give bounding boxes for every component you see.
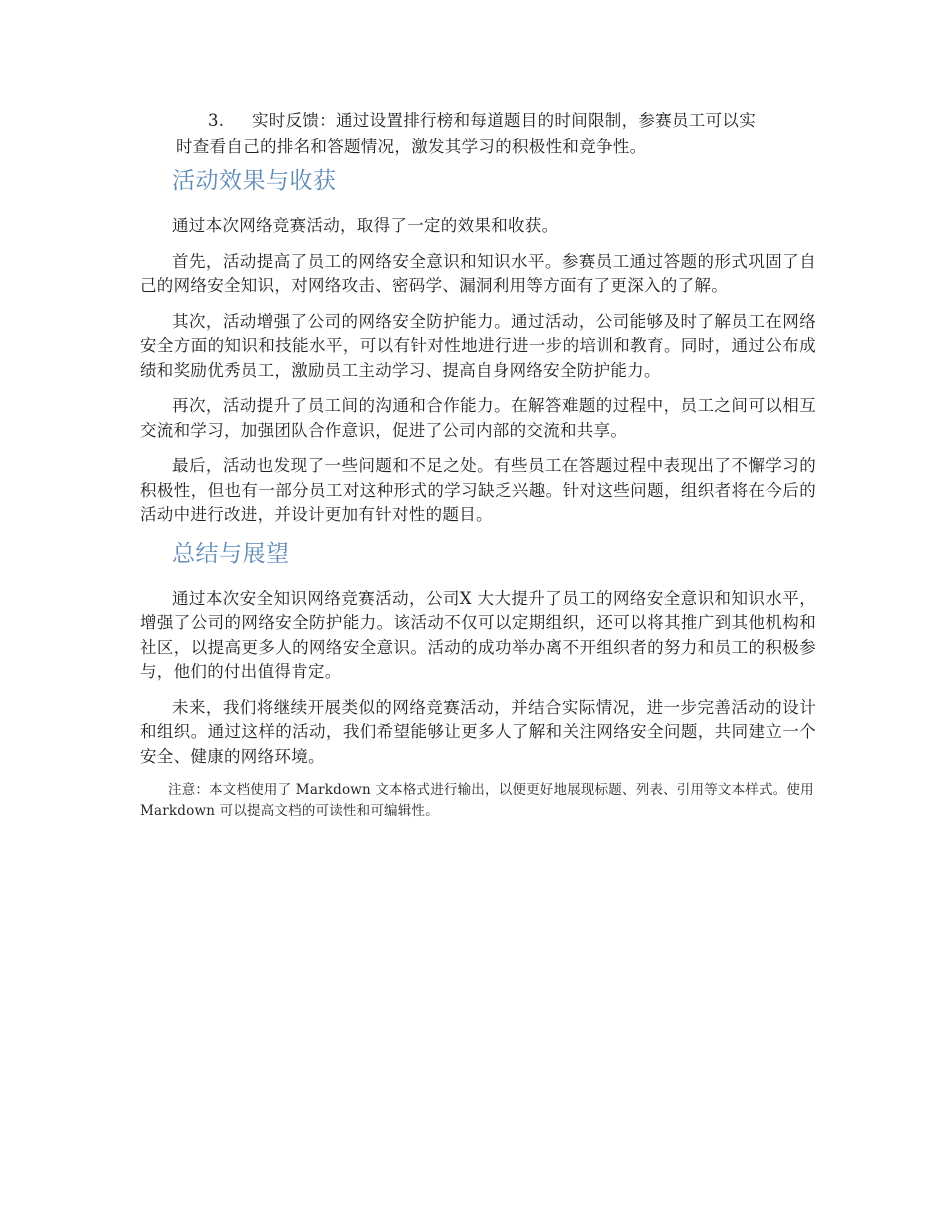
document-page: [140, 108, 816, 822]
section-heading-summary: 总结与展望: [172, 540, 290, 567]
section-heading-results: 活动效果与收获: [172, 168, 337, 194]
list-item-3: [140, 108, 816, 160]
paragraph-summary-1: 通过本次安全知识网络竞赛活动，公司X 大大提升了员工的网络安全意识和知识水平，增强了公司的网络安全防护能力。该活动不仅可以定期组织，还可以将其推广到其他机构和社区，以提高更多人的网络安全意识。活动的成功举办离不开组织者的努力和员工的积极参与，他们的付出值得肯定。: [140, 588, 816, 681]
list-item-text-line2: 时查看自己的排名和答题情况，激发其学习的积极性和竞争性。: [176, 137, 647, 156]
list-item-number: 3.: [208, 111, 225, 130]
markdown-note: 注意：本文档使用了 Markdown 文本格式进行输出，以便更好地展现标题、列表、引用等文本样式。使用 Markdown 可以提高文档的可读性和可编辑性。: [140, 782, 814, 819]
paragraph-results-3: 其次，活动增强了公司的网络安全防护能力。通过活动，公司能够及时了解员工在网络安全方面的知识和技能水平，可以有针对性地进行进一步的培训和教育。同时，通过公布成绩和奖励优秀员工，激励员工主动学习、提高自身网络安全防护能力。: [140, 311, 816, 380]
paragraph-results-2: 首先，活动提高了员工的网络安全意识和知识水平。参赛员工通过答题的形式巩固了自己的网络安全知识，对网络攻击、密码学、漏洞利用等方面有了更深入的了解。: [140, 251, 816, 295]
list-item-text-line1: 实时反馈：通过设置排行榜和每道题目的时间限制，参赛员工可以实: [252, 111, 756, 130]
paragraph-summary-2: 未来，我们将继续开展类似的网络竞赛活动，并结合实际情况，进一步完善活动的设计和组织。通过这样的活动，我们希望能够让更多人了解和关注网络安全问题，共同建立一个安全、健康的网络环境。: [140, 697, 816, 766]
paragraph-results-5: 最后，活动也发现了一些问题和不足之处。有些员工在答题过程中表现出了不懈学习的积极性，但也有一部分员工对这种形式的学习缺乏兴趣。针对这些问题，组织者将在今后的活动中进行改进，并设计更加有针对性的题目。: [140, 456, 816, 524]
paragraph-results-1: 通过本次网络竞赛活动，取得了一定的效果和收获。: [172, 216, 559, 235]
paragraph-results-4: 再次，活动提升了员工间的沟通和合作能力。在解答难题的过程中，员工之间可以相互交流和学习，加强团队合作意识，促进了公司内部的交流和共享。: [140, 396, 816, 440]
